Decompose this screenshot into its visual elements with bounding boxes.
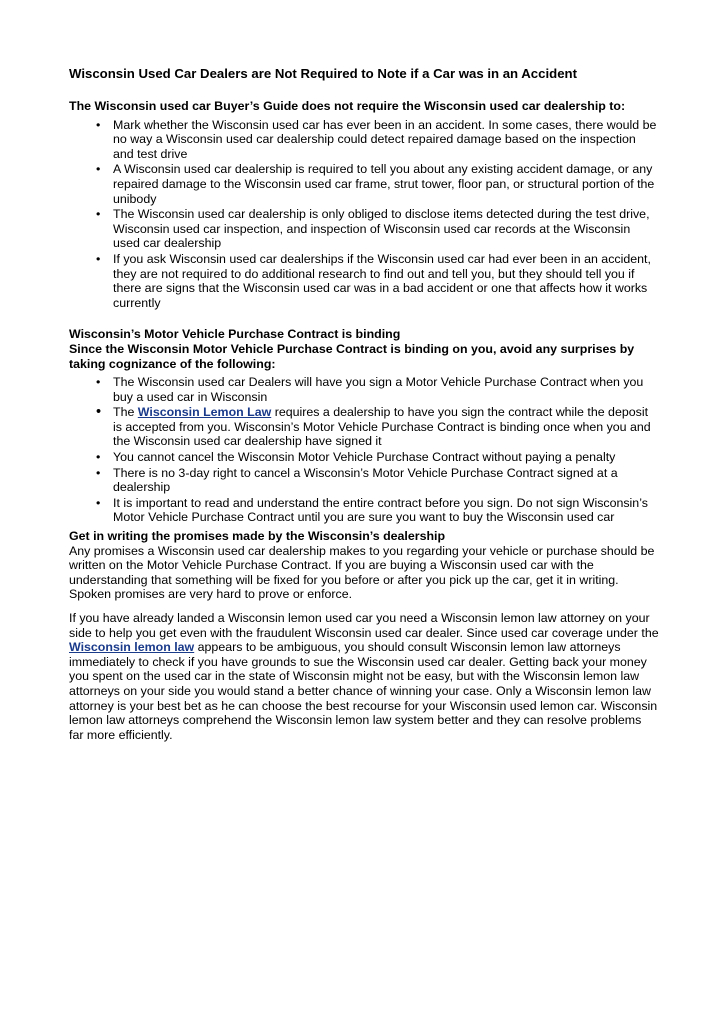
document-title: Wisconsin Used Car Dealers are Not Required to Note if a Car was in an Accident: [69, 66, 577, 81]
bullet-icon: •: [96, 495, 101, 510]
list-item-text: [113, 405, 651, 448]
section3-paragraph-1: Any promises a Wisconsin used car dealership makes to you regarding your vehicle or purchase should be written on the Motor Vehicle Purchase Contract. If you are buying a Wisconsin used car with the understanding that something will be fixed for you before or after you pick up the car, get it in writing. Spoken promises are very hard to prove or enforce.: [69, 543, 655, 602]
list-item: [69, 450, 659, 465]
paragraph-suffix: appears to be ambiguous, you should consult Wisconsin lemon law attorneys immediately to check if you have grounds to sue the Wisconsin used car dealer. Getting back your money you spent on the used car in the state of Wisconsin might not be easy, but with the Wisconsin lemon law attorneys on your side you would stand a better chance of winning your case. Only a Wisconsin lemon law attorney is your best bet as he can choose the best recourse for your Wisconsin used lemon car. Wisconsin lemon law attorneys comprehend the Wisconsin lemon law system better and they can resolve problems far more efficiently.: [69, 640, 658, 742]
bullet-icon: •: [96, 117, 101, 132]
bullet-icon: •: [96, 375, 101, 390]
bullet-icon: •: [96, 207, 101, 222]
bullet-icon: •: [96, 404, 102, 421]
section1-list: [69, 118, 659, 311]
document-page: [69, 66, 659, 742]
section3-heading: Get in writing the promises made by the Wisconsin’s dealership: [69, 529, 446, 544]
list-item-text: The Wisconsin used car dealership is only obliged to disclose items detected during the test drive, Wisconsin used car inspection, and inspection of Wisconsin used car records at the Wisconsin used car dealership: [113, 207, 650, 251]
section2-heading: Wisconsin’s Motor Vehicle Purchase Contract is binding: [69, 327, 401, 342]
wisconsin-lemon-law-link-2[interactable]: Wisconsin lemon law: [69, 640, 195, 655]
list-item: [69, 252, 659, 310]
list-item-text: It is important to read and understand the entire contract before you sign. Do not sign Wisconsin’s Motor Vehicle Purchase Contract until you are sure you want to buy the Wisconsin used car: [113, 495, 648, 525]
item-prefix: The: [113, 405, 138, 420]
list-item: [69, 466, 659, 495]
wisconsin-lemon-law-link[interactable]: Wisconsin Lemon Law: [137, 405, 272, 420]
bullet-icon: •: [96, 450, 101, 465]
paragraph-prefix: If you have already landed a Wisconsin lemon used car you need a Wisconsin lemon law attorney on your side to help you get even with the fraudulent Wisconsin used car dealer. Since used car coverage under the: [69, 611, 659, 640]
bullet-icon: •: [96, 465, 101, 480]
section2-list: [69, 375, 659, 525]
list-item: [69, 207, 659, 251]
section1-intro: The Wisconsin used car Buyer’s Guide does not require the Wisconsin used car dealership to:: [69, 99, 626, 113]
list-item-text: If you ask Wisconsin used car dealerships if the Wisconsin used car had ever been in an accident, they are not required to do additional research to find out and tell you, but they should tell you if there are signs that the Wisconsin used car was in a bad accident or one that affects how it works currently: [113, 251, 651, 310]
bullet-icon: •: [96, 162, 101, 177]
item-suffix: requires a dealership to have you sign the contract while the deposit is accepted from you. Wisconsin’s Motor Vehicle Purchase Contract is binding once when you and the Wisconsin used car dealership have signed it: [113, 405, 651, 449]
section2-intro: Since the Wisconsin Motor Vehicle Purchase Contract is binding on you, avoid any surprises by taking cognizance of the following:: [69, 341, 635, 371]
section3-paragraph-2: [69, 611, 659, 742]
list-item: [69, 118, 659, 162]
list-item-text: You cannot cancel the Wisconsin Motor Vehicle Purchase Contract without paying a penalty: [113, 450, 616, 465]
list-item: [69, 162, 659, 206]
list-item-text: The Wisconsin used car Dealers will have you sign a Motor Vehicle Purchase Contract when you buy a used car in Wisconsin: [113, 375, 644, 404]
list-item-text: Mark whether the Wisconsin used car has ever been in an accident. In some cases, there would be no way a Wisconsin used car dealership could detect repaired damage based on the inspection and test drive: [113, 117, 657, 161]
list-item-text: A Wisconsin used car dealership is required to tell you about any existing accident damage, or any repaired damage to the Wisconsin used car frame, strut tower, floor pan, or structural portion of the unibody: [113, 162, 655, 206]
list-item-text: There is no 3-day right to cancel a Wisconsin’s Motor Vehicle Purchase Contract signed at a dealership: [113, 465, 618, 495]
list-item: [69, 375, 659, 404]
list-item: [69, 496, 659, 525]
list-item: [69, 405, 659, 449]
bullet-icon: •: [96, 251, 101, 266]
